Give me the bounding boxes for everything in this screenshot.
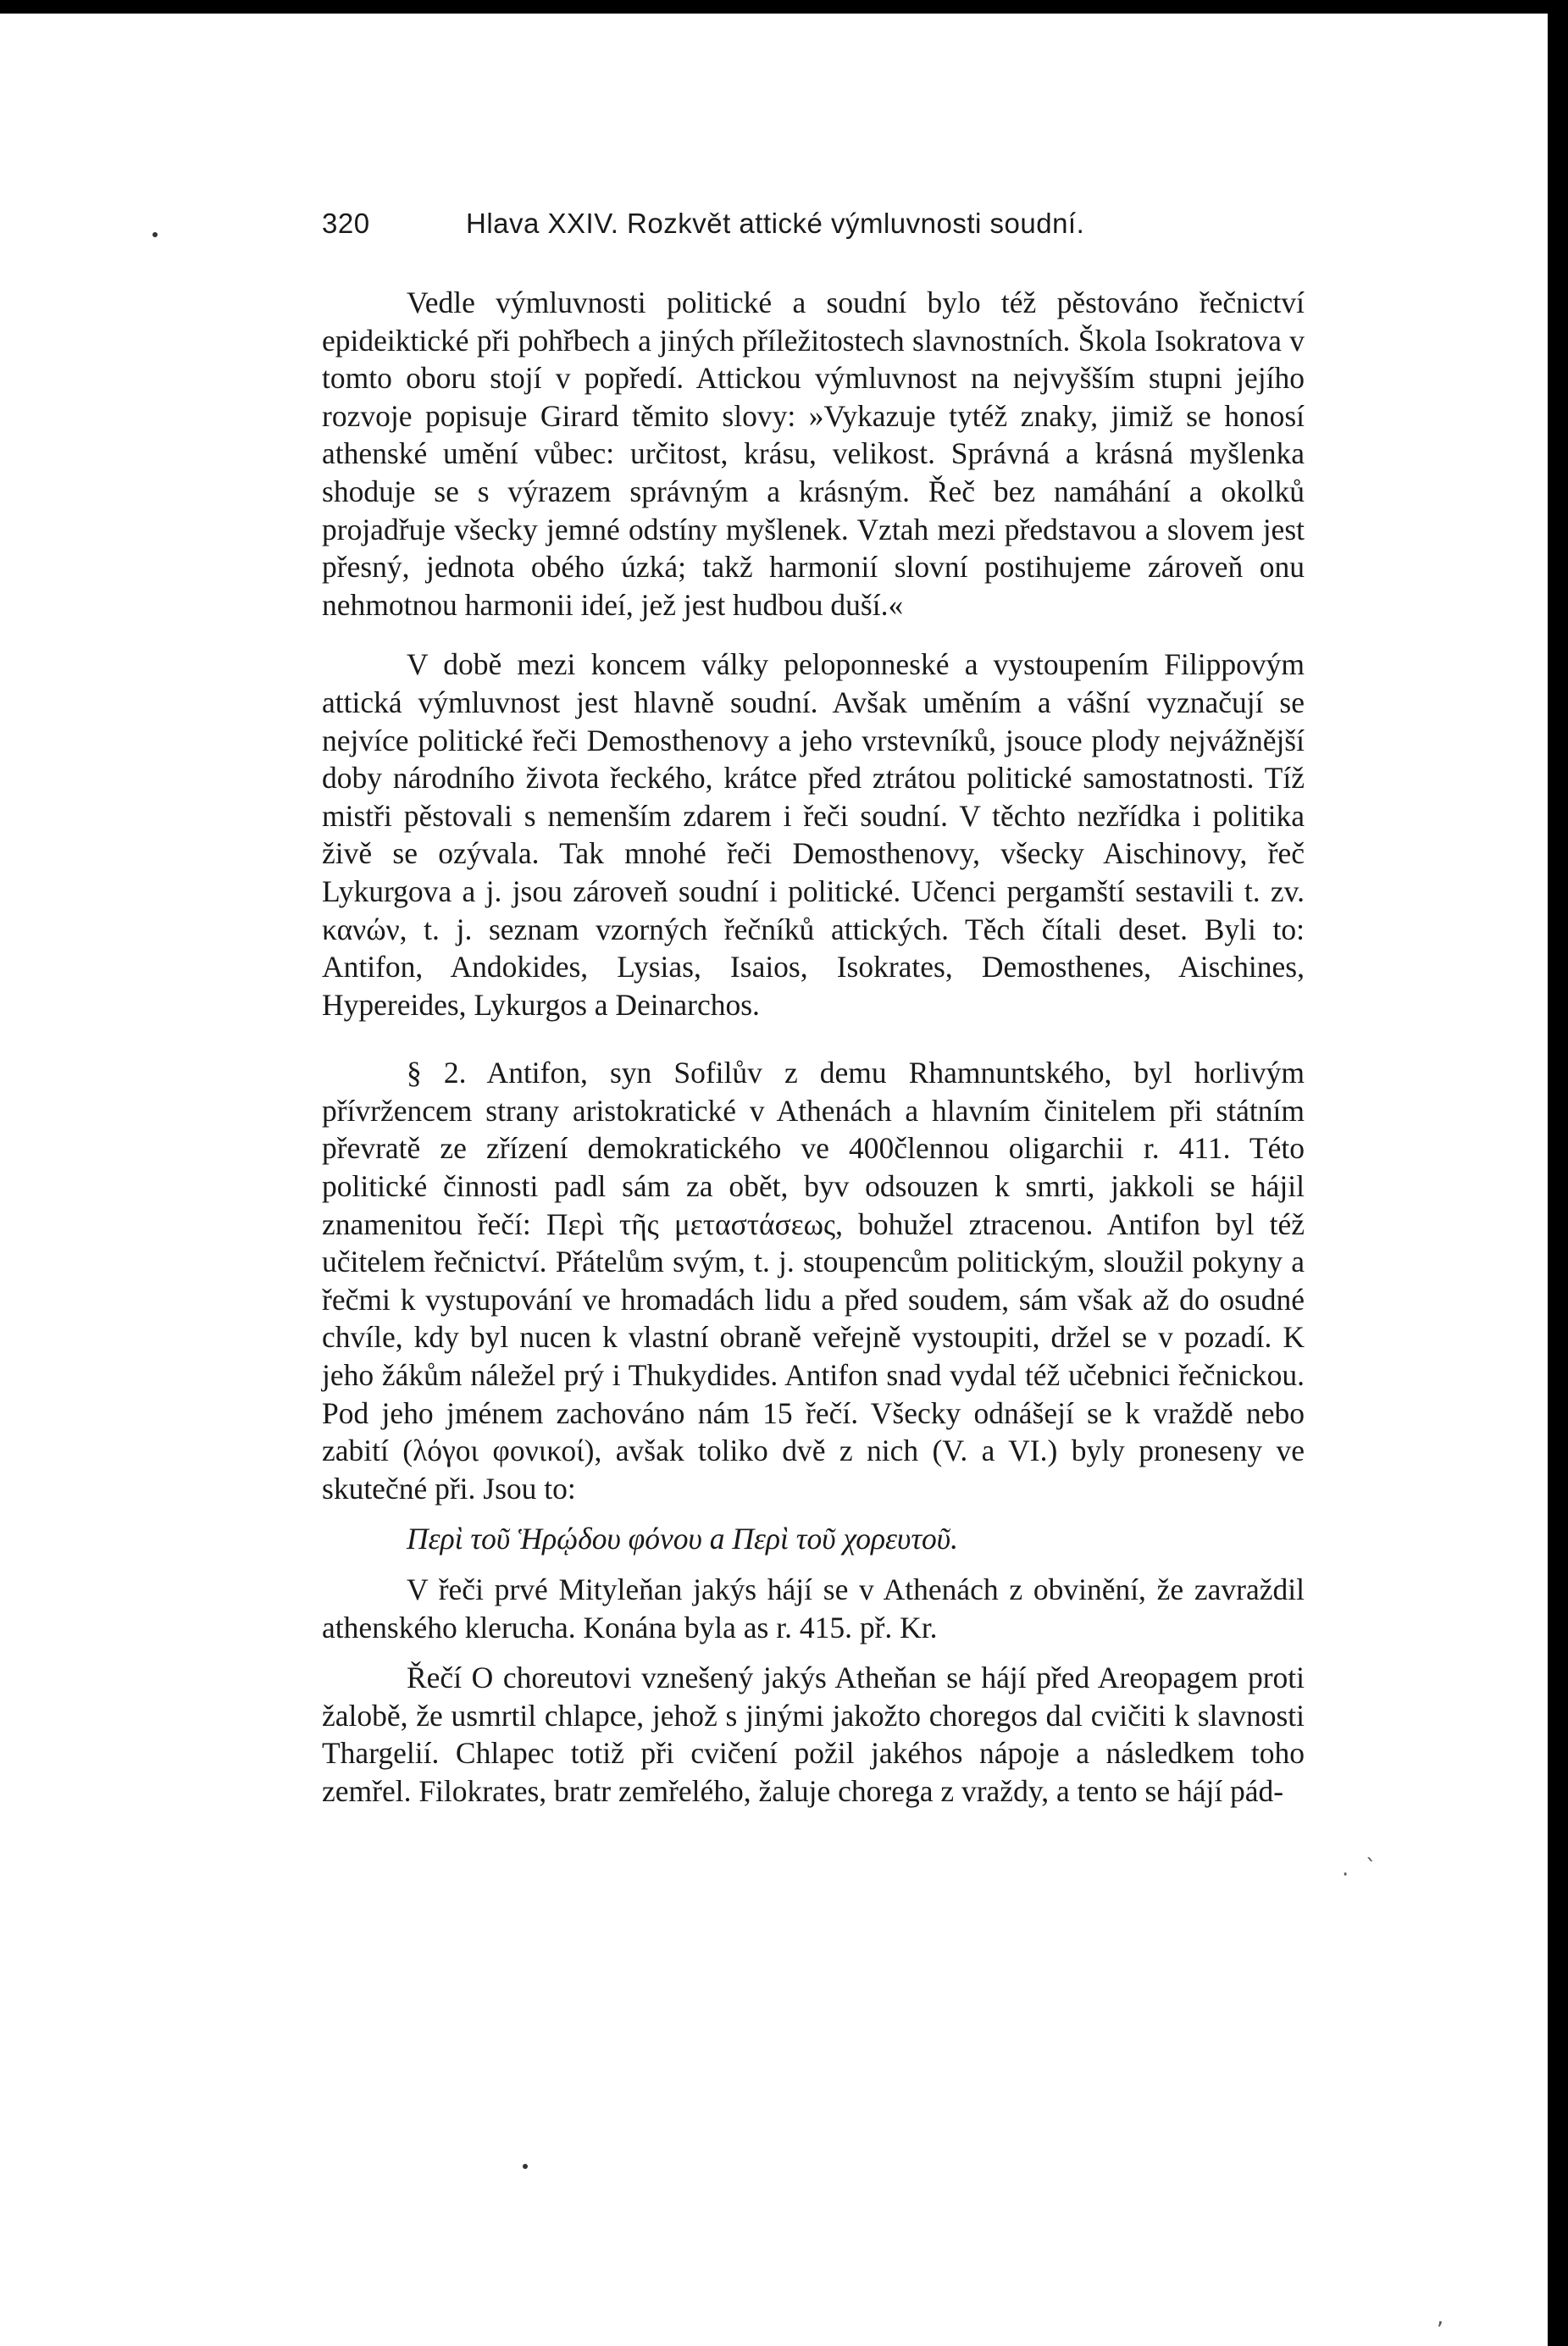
paragraph: Vedle výmluvnosti politické a soudní bylo též pěstováno řečnictví epideiktické při pohřbech a jiných příležitostech slavnostních. Škola Isokratova v tomto oboru stojí v popředí. Attickou výmluvnost na nejvyšším stupni jejího rozvoje popisuje Girard těmito slovy: »Vykazuje tytéž znaky, jimiž se honosí athenské umění vůbec: určitost, krásu, velikost. Správná a krásná myšlenka shoduje se s výrazem správným a krásným. Řeč bez namáhání a okolků projadřuje všecky jemné odstíny myšlenek. Vztah mezi představou a slovem jest přesný, jednota obého úzká; takž harmonií slovní postihujeme zároveň onu nehmotnou harmonii ideí, jež jest hudbou duší.« [322,286,1305,622]
scan-speck [523,2164,528,2169]
section-paragraph: § 2. Antifon, syn Sofilův z demu Rhamnuntského, byl horlivým přívržencem strany aristokratické v Athenách a hlavním činitelem při státním převratě ze zřízení demokratického ve 400člennou oligarchii r. 411. Této politické činnosti padl sám za obět, byv odsouzen k smrti, jakkoli se hájil znamenitou řečí: Περὶ τῆς μεταστάσεως, bohužel ztracenou. Antifon byl též učitelem řečnictví. Přátelům svým, t. j. stoupencům politickým, sloužil pokyny a řečmi k vystupování ve hromadách lidu a před soudem, sám však až do osudné chvíle, kdy byl nucen k vlastní obraně veřejně vystoupiti, držel se v pozadí. K jeho žákům náležel prý i Thukydides. Antifon snad vydal též učebnici řečnickou. Pod jeho jménem zachováno nám 15 řečí. Všecky odnášejí se k vraždě nebo zabití (λόγοι φονικοί), avšak toliko dvě z nich (V. a VI.) byly proneseny ve skutečné při. Jsou to: [322,1056,1305,1506]
running-title: Hlava XXIV. Rozkvět attické výmluvnosti soudní. [466,208,1085,239]
scan-mark: · [1342,1862,1349,1888]
paragraph: V řeči prvé Mityleňan jakýs hájí se v Athenách z obvinění, že zavraždil athenského klerucha. Konána byla as r. 415. př. Kr. [322,1572,1305,1644]
scan-speck [152,232,158,237]
scan-mark: , [1437,2304,1444,2330]
paragraph: V době mezi koncem války peloponneské a vystoupením Filippovým attická výmluvnost jest hlavně soudní. Avšak uměním a vášní vyznačují se nejvíce politické řeči Demosthenovy a jeho vrstevníků, jsouce plody nejvážnější doby národního života řeckého, krátce před ztrátou politické samostatnosti. Tíž mistři pěstovali s nemenším zdarem i řeči soudní. V těchto nezřídka i politika živě se ozývala. Tak mnohé řeči Demosthenovy, všecky Aischinovy, řeč Lykurgova a j. jsou zároveň soudní i politické. Učenci pergamští sestavili t. zv. κανών, t. j. seznam vzorných řečníků attických. Těch čítali deset. Byli to: Antifon, Andokides, Lysias, Isaios, Isokrates, Demosthenes, Aischines, Hypereides, Lykurgos a Deinarchos. [322,647,1305,1022]
scan-border-right [1548,0,1568,2346]
speech-titles: Περὶ τοῦ Ἡρῴδου φόνου a Περὶ τοῦ χορευτοῦ. [407,1522,958,1556]
page-header [322,208,1305,240]
scan-border-top [0,0,1568,14]
paragraph: Řečí O choreutovi vznešený jakýs Atheňan se hájí před Areopagem proti žalobě, že usmrtil chlapce, jehož s jinými jakožto choregos dal cvičiti k slavnosti Thargelií. Chlapec totiž při cvičení požil jakéhos nápoje a následkem toho zemřel. Filokrates, bratr zemřelého, žaluje chorega z vraždy, a tento se hájí pád- [322,1661,1305,1808]
book-page [322,208,1305,1823]
scan-mark: ` [1366,1855,1377,1881]
page-number: 320 [322,208,370,239]
